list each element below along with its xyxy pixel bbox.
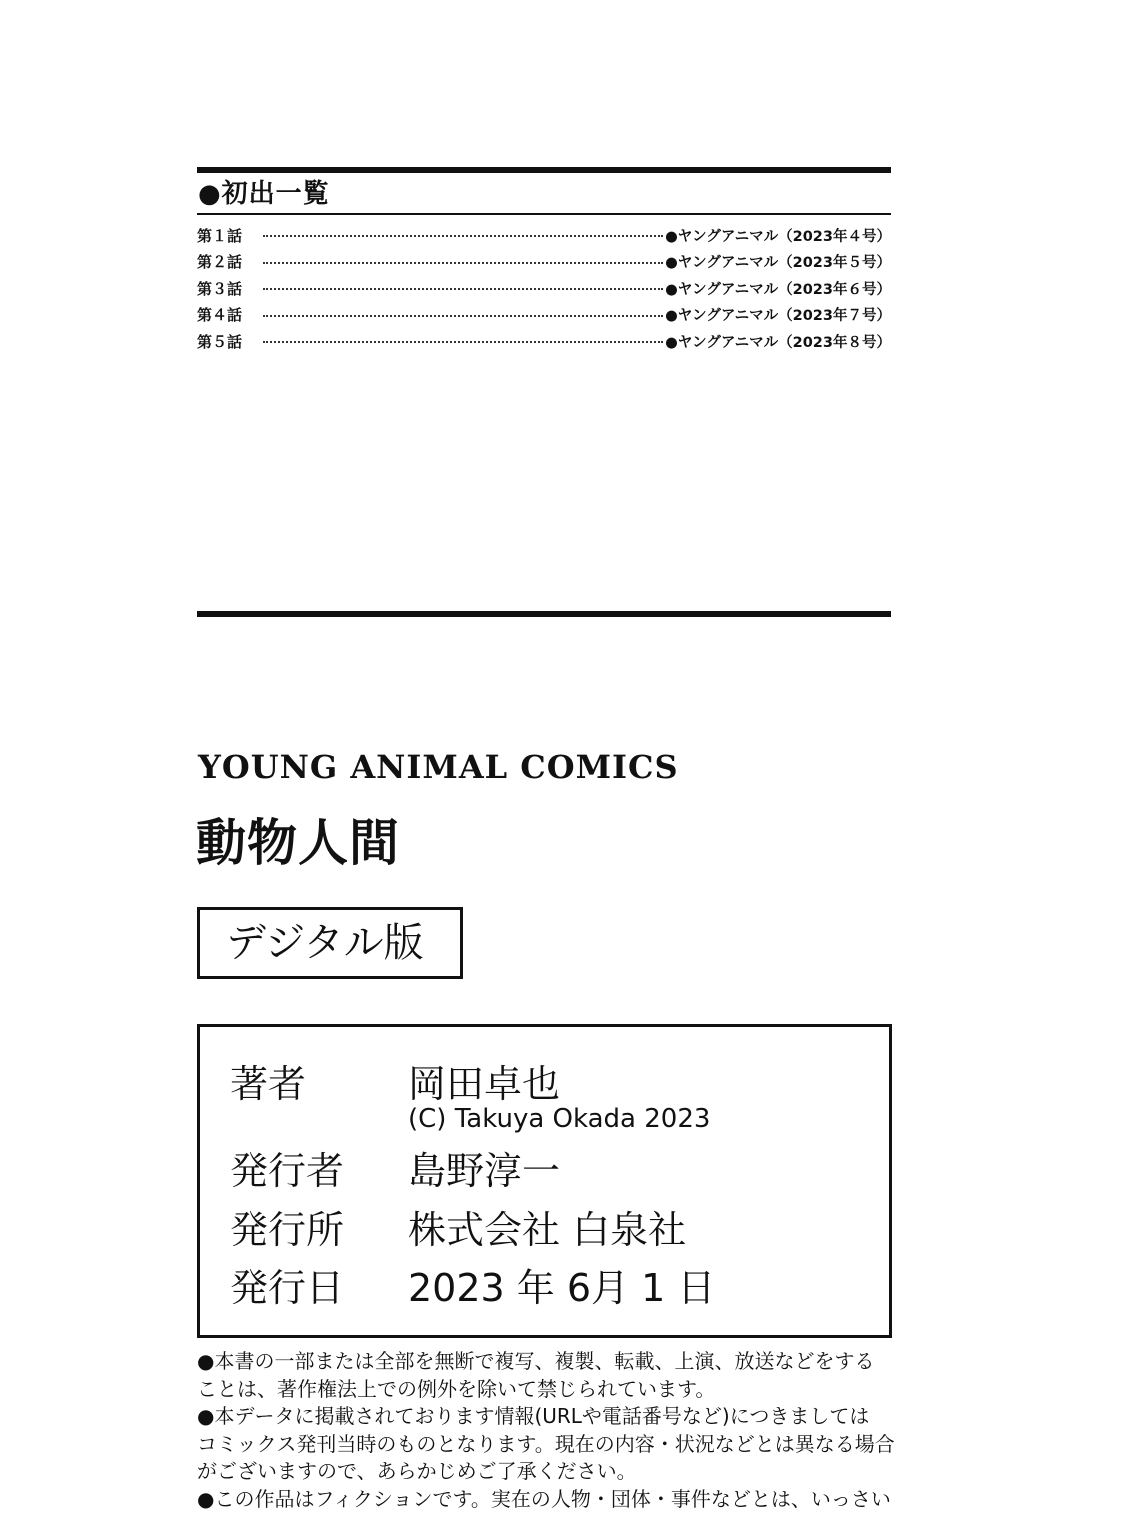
publish-date-row (230, 1265, 715, 1311)
episode-label: 第１話 (197, 225, 259, 246)
notice-line: がございますので、あらかじめご了承ください。 (197, 1458, 917, 1486)
publisher-row (230, 1207, 686, 1253)
legal-notices (197, 1348, 917, 1513)
list-item (197, 249, 891, 276)
colophon-box (197, 1024, 892, 1338)
dot-leader (263, 288, 663, 290)
top-rule (197, 167, 891, 173)
author-row (230, 1061, 560, 1107)
publisher-label: 発行所 (230, 1207, 408, 1253)
publish-date: 2023 年 6月 1 日 (408, 1266, 715, 1310)
publisher-person-name: 島野淳一 (408, 1149, 560, 1193)
author-name: 岡田卓也 (408, 1062, 560, 1106)
publish-date-label: 発行日 (230, 1265, 408, 1311)
episode-label: 第３話 (197, 278, 259, 299)
edition-label: デジタル版 (226, 919, 424, 967)
author-label: 著者 (230, 1061, 408, 1107)
episode-source: ●ヤングアニマル（2023年７号） (665, 304, 891, 325)
dot-leader (263, 235, 663, 237)
dot-leader (263, 262, 663, 264)
list-item (197, 275, 891, 302)
book-title: 動物人間 (196, 812, 400, 874)
episode-source: ●ヤングアニマル（2023年８号） (665, 331, 891, 352)
episode-source: ●ヤングアニマル（2023年４号） (665, 225, 891, 246)
publisher-name: 株式会社 白泉社 (408, 1208, 686, 1252)
notice-line: ●本データに掲載されております情報(URLや電話番号など)につきましては (197, 1403, 917, 1431)
first-appearance-list (197, 222, 891, 355)
edition-badge (197, 907, 463, 979)
episode-label: 第２話 (197, 251, 259, 272)
episode-label: 第５話 (197, 331, 259, 352)
list-item (197, 328, 891, 355)
dot-leader (263, 341, 663, 343)
notice-line: コミックス発刊当時のものとなります。現在の内容・状況などとは異なる場合 (197, 1431, 917, 1459)
notice-line: ●この作品はフィクションです。実在の人物・団体・事件などとは、いっさい (197, 1486, 917, 1513)
notice-line: ●本書の一部または全部を無断で複写、複製、転載、上演、放送などをする (197, 1348, 917, 1376)
list-item (197, 302, 891, 329)
episode-source: ●ヤングアニマル（2023年５号） (665, 251, 891, 272)
section-divider (197, 611, 891, 617)
title-underline (197, 213, 891, 215)
list-item (197, 222, 891, 249)
episode-source: ●ヤングアニマル（2023年６号） (665, 278, 891, 299)
copyright-line: (C) Takuya Okada 2023 (408, 1103, 710, 1135)
publisher-person-label: 発行者 (230, 1148, 408, 1194)
dot-leader (263, 315, 663, 317)
first-appearance-title: ●初出一覧 (198, 178, 330, 210)
episode-label: 第４話 (197, 304, 259, 325)
notice-line: ことは、著作権法上での例外を除いて禁じられています。 (197, 1376, 917, 1404)
publisher-person-row (230, 1148, 560, 1194)
imprint-name: YOUNG ANIMAL COMICS (198, 747, 679, 787)
